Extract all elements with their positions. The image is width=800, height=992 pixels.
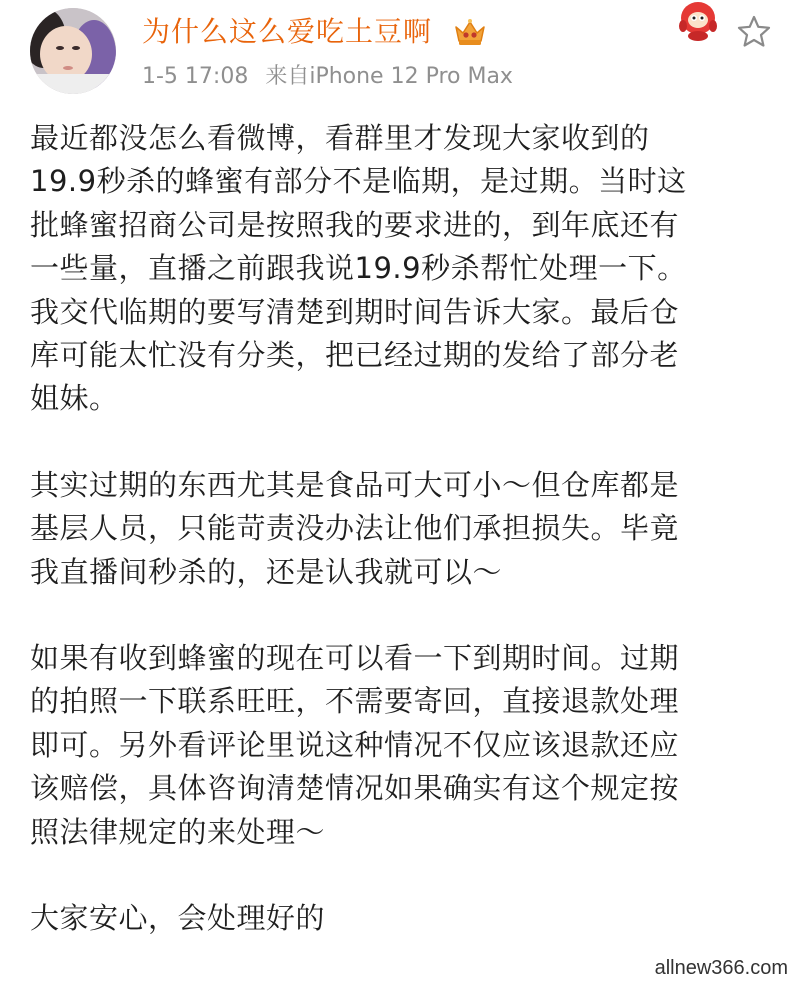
username[interactable]: 为什么这么爱吃土豆啊: [142, 15, 433, 48]
post-paragraph-1: 最近都没怎么看微博，看群里才发现大家收到的 19.9秒杀的蜂蜜有部分不是临期，是过期。当时这 批蜂蜜招商公司是按照我的要求进的，到年底还有 一些量，直播之前跟我说19.9秒杀帮忙处理一下。 我交代临期的要写清楚到期时间告诉大家。最后仓 库可能太忙没有分类，把已经过期的发给了部分老 姐妹。: [30, 121, 687, 416]
vip-crown-icon: [453, 16, 487, 48]
post-content: [30, 117, 770, 941]
post-paragraph-4: 大家安心，会处理好的: [30, 901, 326, 936]
user-avatar[interactable]: [30, 8, 116, 94]
post-meta: [142, 62, 513, 92]
post-paragraph-2: 其实过期的东西尤其是食品可大可小～但仓库都是 基层人员，只能苛责没办法让他们承担损失。毕竟 我直播间秒杀的，还是认我就可以～: [30, 467, 680, 589]
avatar-image: [30, 8, 116, 94]
watermark: allnew366.com: [649, 955, 794, 982]
star-icon[interactable]: [736, 14, 772, 50]
post-time: 1-5 17:08: [142, 64, 249, 89]
post-source: 来自iPhone 12 Pro Max: [265, 64, 513, 89]
post-paragraph-3: 如果有收到蜂蜜的现在可以看一下到期时间。过期 的拍照一下联系旺旺，不需要寄回，直接退款处理 即可。另外看评论里说这种情况不仅应该退款还应 该赔偿，具体咨询清楚情况如果确实有这个规定按 照法律规定的来处理～: [30, 641, 680, 849]
weibo-mascot-icon: [672, 0, 724, 42]
